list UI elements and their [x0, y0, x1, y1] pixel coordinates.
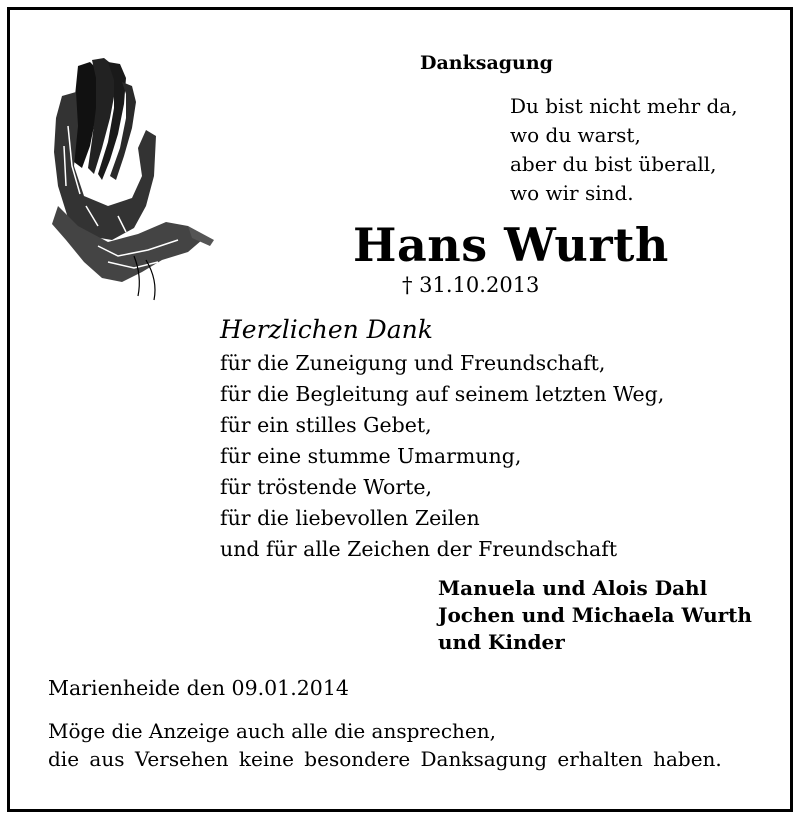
closing-note — [48, 717, 752, 773]
signer-line: und Kinder — [438, 630, 565, 654]
poem-line: wo du warst, — [510, 123, 641, 147]
signer-line: Jochen und Michaela Wurth — [438, 603, 752, 627]
poem-line: aber du bist überall, — [510, 152, 717, 176]
place-date: Marienheide den 09.01.2014 — [48, 676, 349, 700]
deceased-name: Hans Wurth — [353, 218, 669, 272]
death-date: † 31.10.2013 — [402, 273, 540, 297]
closing-line: die aus Versehen keine besondere Danksagung erhalten haben. — [48, 747, 722, 771]
heading-title: Danksagung — [420, 52, 553, 74]
thanks-title: Herzlichen Dank — [220, 315, 433, 344]
closing-line: Möge die Anzeige auch alle die ansprechen, — [48, 719, 496, 743]
thanks-line: und für alle Zeichen der Freundschaft — [220, 537, 618, 561]
poem-line: Du bist nicht mehr da, — [510, 94, 738, 118]
thanks-line: für die Begleitung auf seinem letzten Weg, — [220, 382, 665, 406]
notice-frame — [7, 7, 793, 812]
signer-line: Manuela und Alois Dahl — [438, 576, 708, 600]
thanks-line: für ein stilles Gebet, — [220, 413, 432, 437]
signers — [438, 575, 752, 656]
thanks-list — [220, 348, 664, 565]
poem-line: wo wir sind. — [510, 181, 634, 205]
poem — [510, 92, 738, 208]
praying-hands-icon — [38, 56, 216, 302]
thanks-line: für die Zuneigung und Freundschaft, — [220, 351, 606, 375]
thanks-line: für tröstende Worte, — [220, 475, 433, 499]
thanks-line: für die liebevollen Zeilen — [220, 506, 480, 530]
thanks-line: für eine stumme Umarmung, — [220, 444, 522, 468]
